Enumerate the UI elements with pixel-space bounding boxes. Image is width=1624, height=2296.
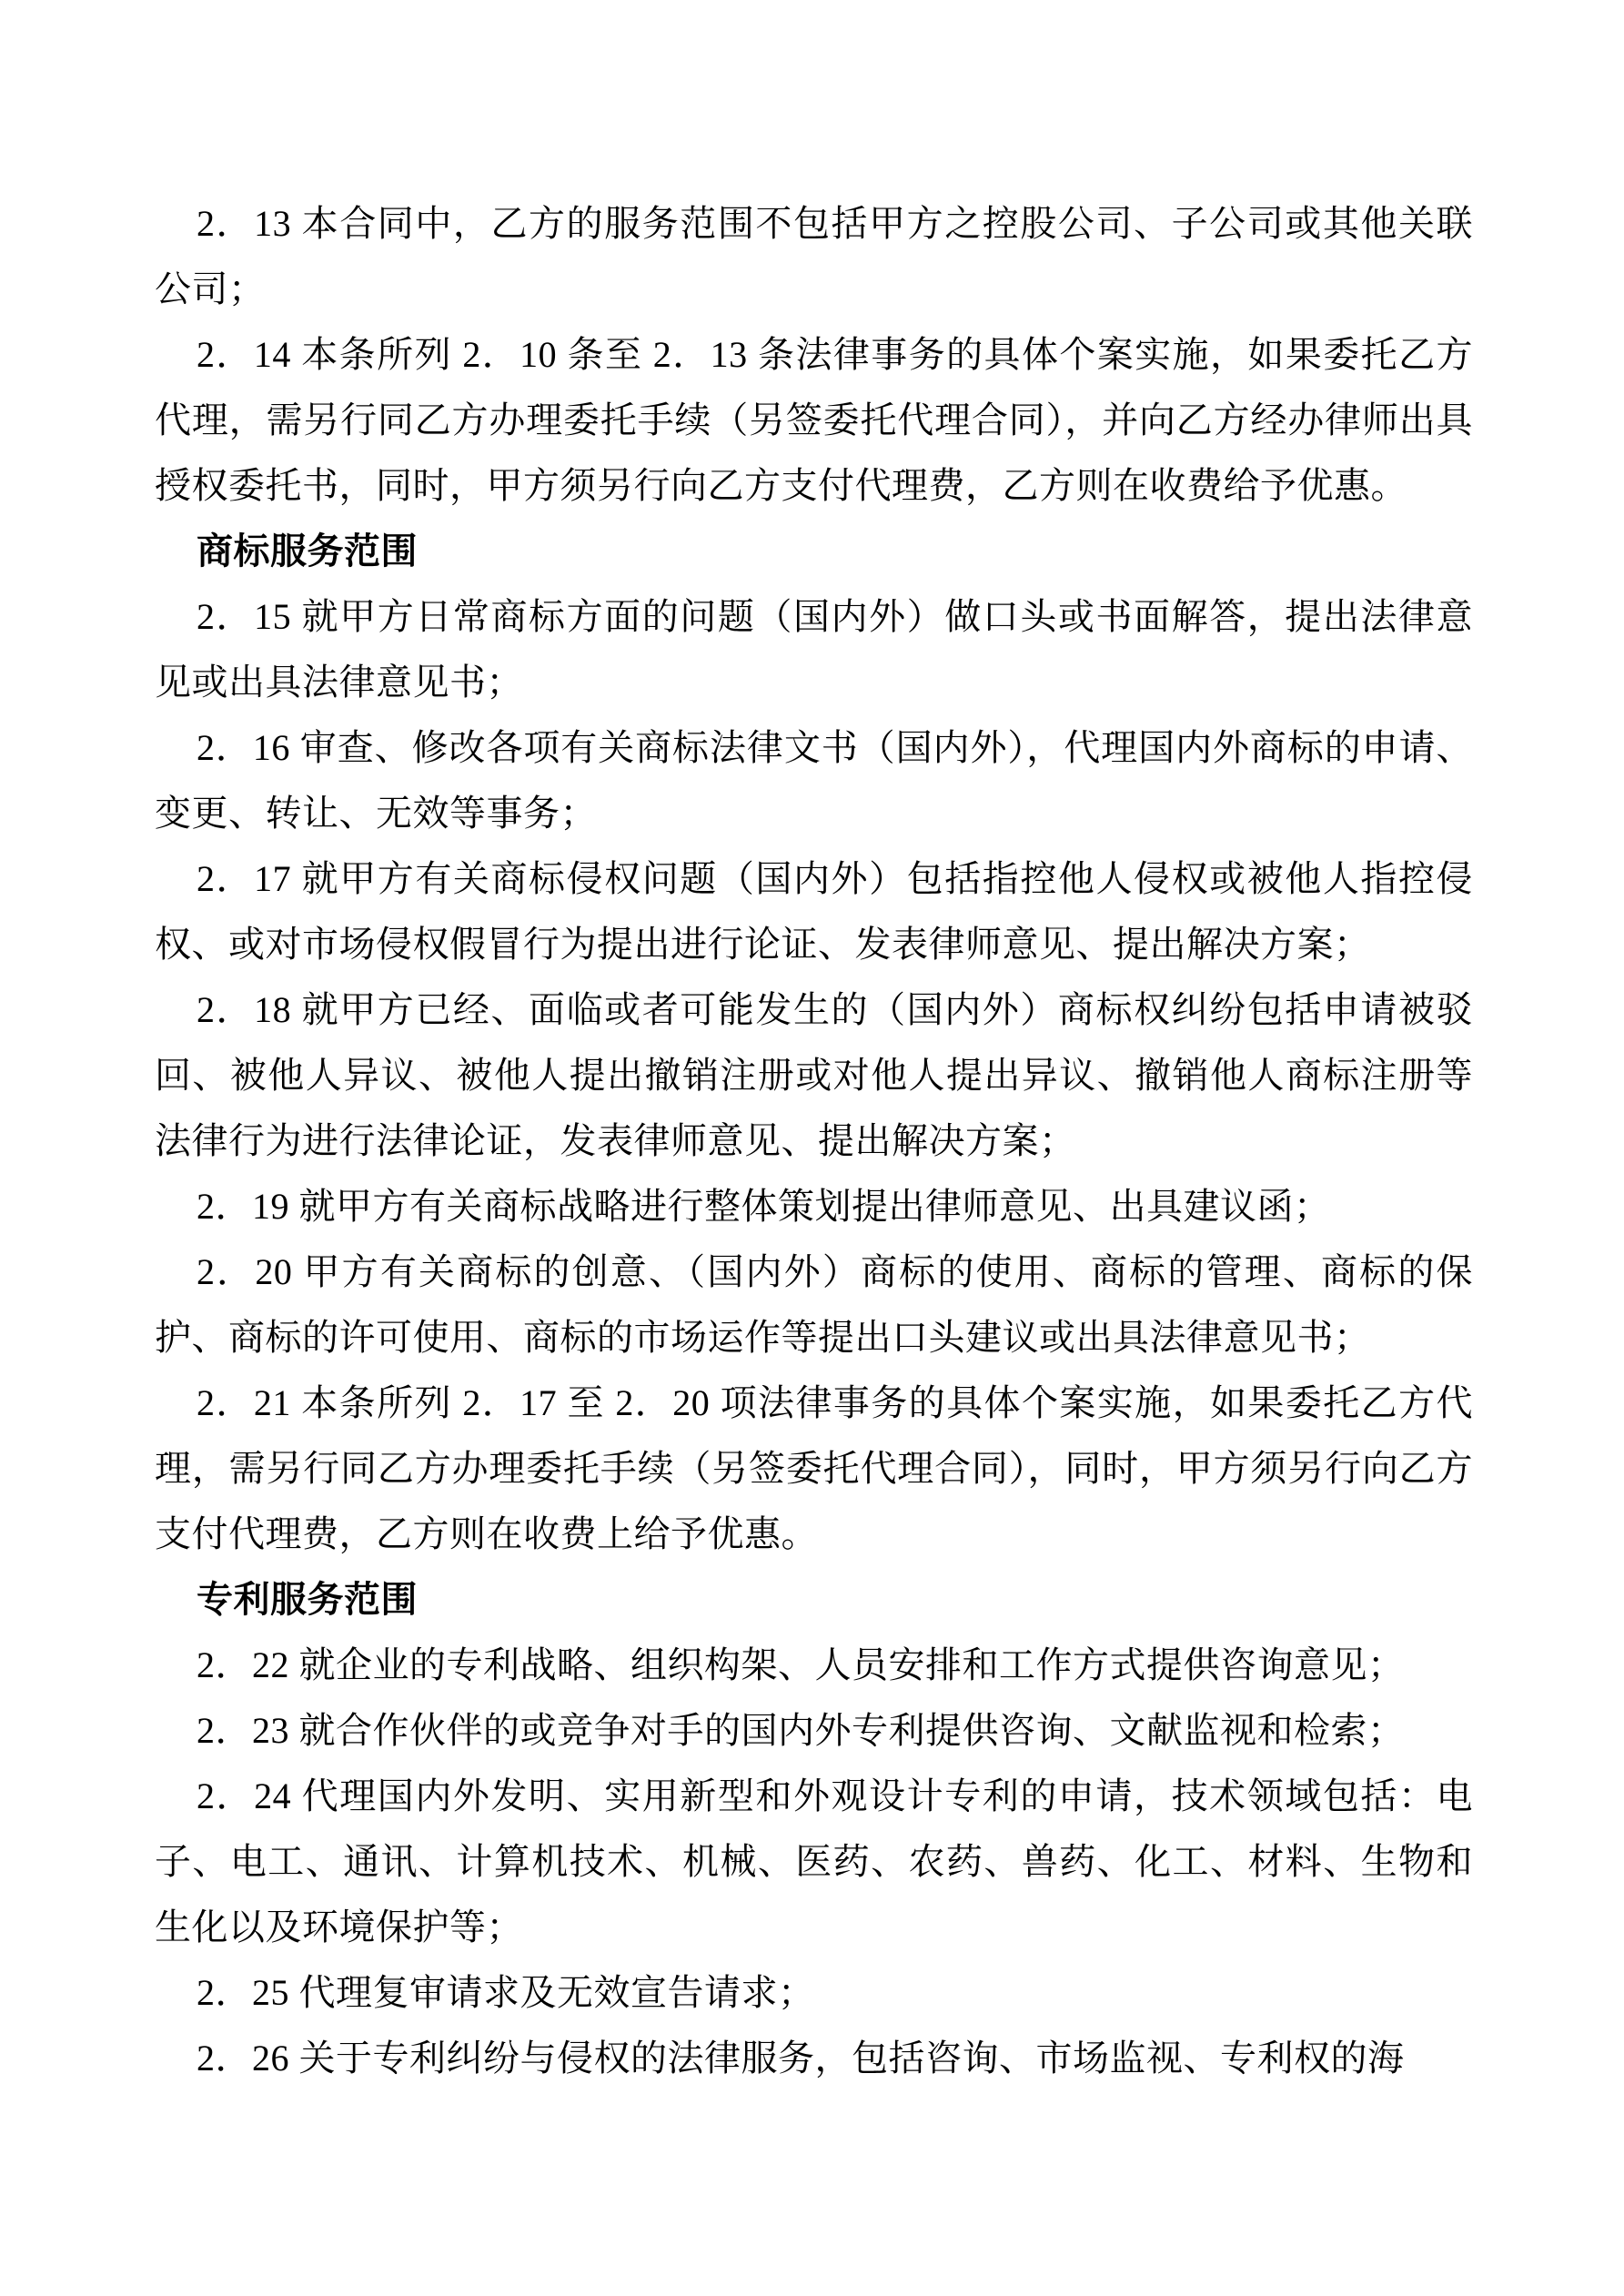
document-body <box>155 191 1473 2091</box>
contract-paragraph: 2．21 本条所列 2．17 至 2．20 项法律事务的具体个案实施，如果委托乙方代理，需另行同乙方办理委托手续（另签委托代理合同），同时，甲方须另行向乙方支付代理费，乙方则在收费上给予优惠。 <box>155 1382 1473 1554</box>
contract-paragraph: 2．14 本条所列 2．10 条至 2．13 条法律事务的具体个案实施，如果委托乙方代理，需另行同乙方办理委托手续（另签委托代理合同），并向乙方经办律师出具授权委托书，同时，甲方须另行向乙方支付代理费，乙方则在收费给予优惠。 <box>155 334 1473 506</box>
section-heading: 商标服务范围 <box>197 531 418 571</box>
contract-paragraph: 2．23 就合作伙伴的或竞争对手的国内外专利提供咨询、文献监视和检索； <box>197 1710 1405 1751</box>
contract-paragraph: 2．24 代理国内外发明、实用新型和外观设计专利的申请，技术领域包括：电子、电工、通讯、计算机技术、机械、医药、农药、兽药、化工、材料、生物和生化以及环境保护等； <box>155 1775 1473 1947</box>
contract-paragraph: 2．25 代理复审请求及无效宣告请求； <box>197 1972 815 2013</box>
contract-paragraph: 2．15 就甲方日常商标方面的问题（国内外）做口头或书面解答，提出法律意见或出具法律意见书； <box>155 596 1473 703</box>
contract-paragraph: 2．20 甲方有关商标的创意、（国内外）商标的使用、商标的管理、商标的保护、商标的许可使用、商标的市场运作等提出口头建议或出具法律意见书； <box>155 1251 1473 1358</box>
contract-paragraph: 2．19 就甲方有关商标战略进行整体策划提出律师意见、出具建议函； <box>197 1186 1331 1227</box>
contract-paragraph: 2．16 审查、修改各项有关商标法律文书（国内外），代理国内外商标的申请、变更、转让、无效等事务； <box>155 727 1473 834</box>
contract-paragraph: 2．17 就甲方有关商标侵权问题（国内外）包括指控他人侵权或被他人指控侵权、或对市场侵权假冒行为提出进行论证、发表律师意见、提出解决方案； <box>155 858 1473 965</box>
contract-paragraph: 2．13 本合同中，乙方的服务范围不包括甲方之控股公司、子公司或其他关联公司； <box>155 203 1473 309</box>
contract-paragraph: 2．22 就企业的专利战略、组织构架、人员安排和工作方式提供咨询意见； <box>197 1644 1405 1685</box>
contract-paragraph: 2．26 关于专利纠纷与侵权的法律服务，包括咨询、市场监视、专利权的海 <box>197 2038 1405 2079</box>
contract-paragraph: 2．18 就甲方已经、面临或者可能发生的（国内外）商标权纠纷包括申请被驳回、被他人异议、被他人提出撤销注册或对他人提出异议、撤销他人商标注册等法律行为进行法律论证，发表律师意见、提出解决方案； <box>155 989 1473 1161</box>
section-heading: 专利服务范围 <box>197 1580 418 1620</box>
